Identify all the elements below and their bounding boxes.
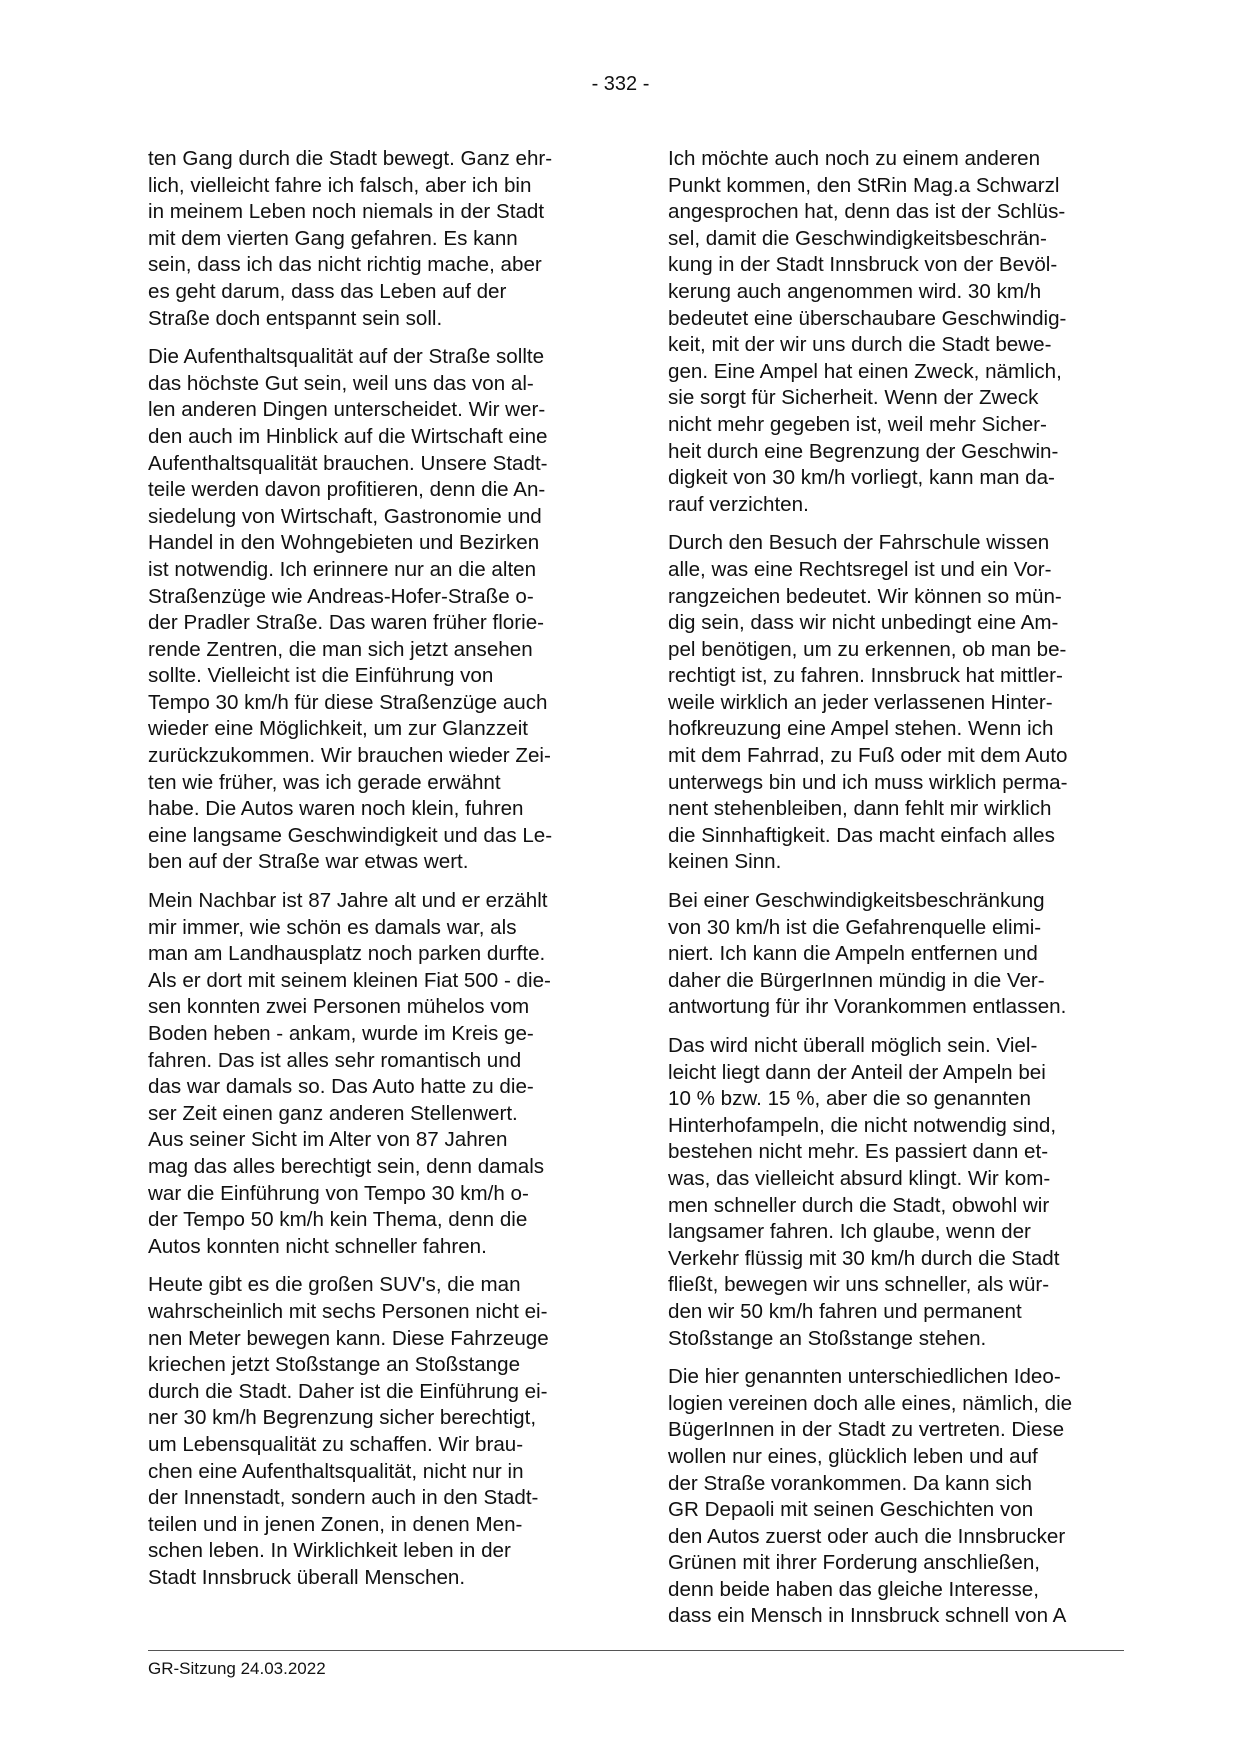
paragraph: Die Aufenthaltsqualität auf der Straße sollte das höchste Gut sein, weil uns das von al- len anderen Dingen unterscheidet. Wir wer- den auch im Hinblick auf die Wirtschaft eine Aufenthaltsqualität brauchen. Unsere Stadt- teile werden davon profitieren, denn die An- siedelung von Wirtschaft, Gastronomie und Handel in den Wohngebieten und Bezirken ist notwendig. Ich erinnere nur an die alten Straßenzüge wie Andreas-Hofer-Straße o- der Pradler Straße. Das waren früher florie- rende Zentren, die man sich jetzt ansehen sollte. Vielleicht ist die Einführung von Tempo 30 km/h für diese Straßenzüge auch wieder eine Möglichkeit, um zur Glanzzeit zurückzukommen. Wir brauchen wieder Zei- ten wie früher, was ich gerade erwähnt habe. Die Autos waren noch klein, fuhren eine langsame Geschwindigkeit und das Le- ben auf der Straße war etwas wert. [148,345,553,874]
paragraph: Bei einer Geschwindigkeitsbeschränkung von 30 km/h ist die Gefahrenquelle elimi- niert. Ich kann die Ampeln entfernen und daher die BürgerInnen mündig in die Ver- antwortung für ihr Vorankommen entlassen. [668,889,1067,1019]
paragraph: ten Gang durch die Stadt bewegt. Ganz ehr- lich, vielleicht fahre ich falsch, aber ich bin in meinem Leben noch niemals in der Stadt mit dem vierten Gang gefahren. Es kann sein, dass ich das nicht richtig mache, aber es geht darum, dass das Leben auf der Straße doch entspannt sein soll. [148,147,553,330]
footer-session-date: GR-Sitzung 24.03.2022 [148,1659,326,1678]
paragraph: Durch den Besuch der Fahrschule wissen alle, was eine Rechtsregel ist und ein Vor- rangzeichen bedeutet. Wir können so mün- dig sein, dass wir nicht unbedingt eine Am- pel benötigen, um zu erkennen, ob man be- rechtigt ist, zu fahren. Innsbruck hat mittler- weile wirklich an jeder verlassenen Hinter- hofkreuzung eine Ampel stehen. Wenn ich mit dem Fahrrad, zu Fuß oder mit dem Auto unterwegs bin und ich muss wirklich perma- nent stehenbleiben, dann fehlt mir wirklich die Sinnhaftigkeit. Das macht einfach alles keinen Sinn. [668,531,1068,874]
left-column [148,146,601,1603]
paragraph: Mein Nachbar ist 87 Jahre alt und er erzählt mir immer, wie schön es damals war, als man am Landhausplatz noch parken durfte. Als er dort mit seinem kleinen Fiat 500 - die- sen konnten zwei Personen mühelos vom Boden heben - ankam, wurde im Kreis ge- fahren. Das ist alles sehr romantisch und das war damals so. Das Auto hatte zu die- ser Zeit einen ganz anderen Stellenwert. Aus seiner Sicht im Alter von 87 Jahren mag das alles berechtigt sein, denn damals war die Einführung von Tempo 30 km/h o- der Tempo 50 km/h kein Thema, denn die Autos konnten nicht schneller fahren. [148,889,551,1258]
paragraph: Das wird nicht überall möglich sein. Viel- leicht liegt dann der Anteil der Ampeln bei 10 % bzw. 15 %, aber die so genannten Hinterhofampeln, die nicht notwendig sind, bestehen nicht mehr. Es passiert dann et- was, das vielleicht absurd klingt. Wir kom- men schneller durch die Stadt, obwohl wir langsamer fahren. Ich glaube, wenn der Verkehr flüssig mit 30 km/h durch die Stadt fließt, bewegen wir uns schneller, als wür- den wir 50 km/h fahren und permanent Stoßstange an Stoßstange stehen. [668,1034,1060,1350]
paragraph: Die hier genannten unterschiedlichen Ideo- logien vereinen doch alle eines, nämlich, die BügerInnen in der Stadt zu vertreten. Diese wollen nur eines, glücklich leben und auf der Straße vorankommen. Da kann sich GR Depaoli mit seinen Geschichten von den Autos zuerst oder auch die Innsbrucker Grünen mit ihrer Forderung anschließen, denn beide haben das gleiche Interesse, dass ein Mensch in Innsbruck schnell von A [668,1365,1073,1628]
paragraph: Ich möchte auch noch zu einem anderen Punkt kommen, den StRin Mag.a Schwarzl angesprochen hat, denn das ist der Schlüs- sel, damit die Geschwindigkeitsbeschrän- kung in der Stadt Innsbruck von der Bevöl- kerung auch angenommen wird. 30 km/h bedeutet eine überschaubare Geschwindig- keit, mit der wir uns durch die Stadt bewe- gen. Eine Ampel hat einen Zweck, nämlich, sie sorgt für Sicherheit. Wenn der Zweck nicht mehr gegeben ist, weil mehr Sicher- heit durch eine Begrenzung der Geschwin- digkeit von 30 km/h vorliegt, kann man da- rauf verzichten. [668,147,1067,516]
right-column [668,146,1121,1642]
page-number: - 332 - [591,73,650,95]
paragraph: Heute gibt es die großen SUV's, die man wahrscheinlich mit sechs Personen nicht ei- nen Meter bewegen kann. Diese Fahrzeuge kriechen jetzt Stoßstange an Stoßstange durch die Stadt. Daher ist die Einführung ei- ner 30 km/h Begrenzung sicher berechtigt, um Lebensqualität zu schaffen. Wir brau- chen eine Aufenthaltsqualität, nicht nur in der Innenstadt, sondern auch in den Stadt- teilen und in jenen Zonen, in denen Men- schen leben. In Wirklichkeit leben in der Stadt Innsbruck überall Menschen. [148,1273,549,1589]
footer-divider [148,1650,1124,1651]
